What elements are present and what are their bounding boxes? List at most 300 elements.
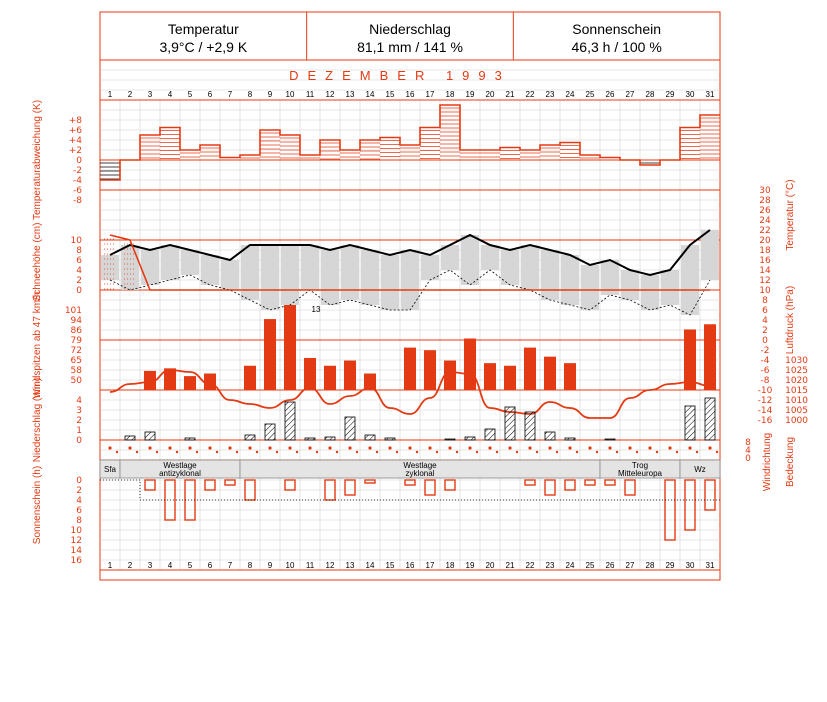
day-label-top: 22: [525, 90, 535, 99]
precipitation-bar: [445, 439, 455, 440]
wind-bar: [304, 358, 316, 390]
temperature-tick: 14: [759, 266, 771, 276]
snow-tick: 0: [76, 286, 82, 296]
temperature-range-bar: [581, 265, 599, 310]
header-value-1: 81,1 mm / 141 %: [357, 39, 463, 55]
temp-anomaly-bar: [680, 128, 700, 161]
cloud-tick: 4: [745, 446, 751, 456]
day-label-bottom: 9: [267, 561, 273, 570]
wind-bar: [404, 348, 416, 390]
temperature-range-bar: [541, 250, 559, 300]
precipitation-bar: [565, 438, 575, 440]
day-label-bottom: 21: [505, 561, 515, 570]
day-label-bottom: 18: [445, 561, 455, 570]
wind-direction-mark: [648, 446, 651, 449]
temperature-range-bar: [561, 255, 579, 305]
wind-direction-mark: [296, 451, 298, 453]
temperature-tick: 24: [759, 216, 771, 226]
wind-tick: 79: [70, 336, 82, 346]
wind-bar: [324, 366, 336, 390]
weather-type-label: Trog: [631, 461, 649, 470]
temp-anomaly-tick: -8: [73, 196, 82, 206]
summary-header: [100, 12, 720, 60]
pressure-tick: 1000: [785, 416, 808, 426]
day-label-top: 28: [645, 90, 655, 99]
temp-anomaly-tick: +4: [68, 136, 82, 146]
wind-tick: 50: [70, 376, 82, 386]
day-label-bottom: 2: [127, 561, 133, 570]
day-label-top: 14: [365, 90, 375, 99]
wind-bar: [424, 350, 436, 390]
wind-bar: [564, 363, 576, 390]
wind-direction-mark: [356, 451, 358, 453]
temperature-range-bar: [281, 245, 299, 305]
temperature-range-bar: [141, 250, 159, 285]
wind-direction-mark: [168, 446, 171, 449]
sunshine-tick: 14: [70, 546, 82, 556]
day-label-top: 4: [167, 90, 173, 99]
day-label-bottom: 28: [645, 561, 655, 570]
sunshine-bar: [425, 480, 435, 495]
day-label-top: 24: [565, 90, 575, 99]
temperature-range-bar: [161, 245, 179, 280]
sunshine-bar: [205, 480, 215, 490]
temperature-tick: 28: [759, 196, 771, 206]
day-label-bottom: 3: [147, 561, 153, 570]
day-label-bottom: 10: [285, 561, 295, 570]
wind-bar: [264, 319, 276, 390]
wind-bar: [344, 361, 356, 390]
day-label-top: 9: [267, 90, 273, 99]
day-label-bottom: 13: [345, 561, 355, 570]
wind-direction-mark: [288, 446, 291, 449]
temperature-range-bar: [301, 245, 319, 290]
temperature-range-bar: [501, 250, 519, 285]
sunshine-bar: [345, 480, 355, 495]
temperature-tick: 2: [762, 326, 768, 336]
day-label-bottom: 30: [685, 561, 695, 570]
temperature-range-bar: [241, 245, 259, 300]
sunshine-tick: 16: [70, 556, 82, 566]
day-label-top: 10: [285, 90, 295, 99]
wind-direction-mark: [268, 446, 271, 449]
day-label-top: 6: [207, 90, 213, 99]
wind-direction-mark: [676, 451, 678, 453]
day-label-top: 8: [247, 90, 253, 99]
header-value-2: 46,3 h / 100 %: [571, 39, 662, 55]
header-title-2: Sonnenschein: [572, 21, 662, 37]
wind-direction-mark: [716, 451, 718, 453]
temperature-range-bar: [321, 250, 339, 305]
temp-anomaly-bar: [140, 135, 160, 160]
day-label-bottom: 24: [565, 561, 575, 570]
wind-bar: [704, 324, 716, 390]
wind-bar: [684, 329, 696, 390]
wind-direction-mark: [376, 451, 378, 453]
wind-tick: 72: [70, 346, 82, 356]
temperature-tick: 16: [759, 256, 771, 266]
temp-anomaly-bar: [520, 150, 540, 160]
wind-direction-mark: [656, 451, 658, 453]
precipitation-bar: [245, 435, 255, 440]
temperature-range-bar: [181, 250, 199, 275]
wind-tick: 65: [70, 356, 82, 366]
sunshine-bar: [145, 480, 155, 490]
wind-direction-mark: [308, 446, 311, 449]
sunshine-tick: 4: [76, 496, 82, 506]
wind-peak-label: 13: [311, 305, 321, 314]
sunshine-bar: [285, 480, 295, 490]
temperature-range-bar: [641, 275, 659, 310]
wind-direction-mark: [436, 451, 438, 453]
precipitation-bar: [345, 417, 355, 440]
wind-direction-mark: [416, 451, 418, 453]
temp-anomaly-outline: [100, 105, 720, 180]
precipitation-bar: [325, 437, 335, 440]
day-label-bottom: 22: [525, 561, 535, 570]
weather-type-label: Westlage: [403, 461, 437, 470]
day-label-bottom: 31: [705, 561, 715, 570]
temp-anomaly-tick: +6: [68, 126, 82, 136]
day-label-bottom: 26: [605, 561, 615, 570]
cloud-cover-label: Bedeckung: [785, 436, 796, 488]
precipitation-bar: [265, 424, 275, 440]
wind-tick: 58: [70, 366, 82, 376]
wind-direction-mark: [256, 451, 258, 453]
precip-tick: 1: [76, 426, 82, 436]
temperature-range-bar: [261, 245, 279, 310]
wind-direction-label: Windrichtung: [762, 432, 773, 492]
wind-direction-mark: [556, 451, 558, 453]
sunshine-bar: [405, 480, 415, 485]
wind-bar: [444, 361, 456, 390]
temperature-tick: 20: [759, 236, 771, 246]
day-label-bottom: 20: [485, 561, 495, 570]
sunshine-tick: 2: [76, 486, 82, 496]
wind-direction-mark: [688, 446, 691, 449]
temperature-range-bar: [481, 245, 499, 270]
wind-direction-mark: [548, 446, 551, 449]
wind-direction-mark: [468, 446, 471, 449]
day-label-bottom: 12: [325, 561, 335, 570]
wind-direction-mark: [176, 451, 178, 453]
day-label-bottom: 25: [585, 561, 595, 570]
temp-anomaly-bar: [480, 150, 500, 160]
precipitation-bar: [125, 436, 135, 440]
sunshine-tick: 8: [76, 516, 82, 526]
header-title-0: Temperatur: [167, 21, 239, 37]
sunshine-bar: [685, 480, 695, 530]
pressure-tick: 1025: [785, 366, 808, 376]
temperature-range-bar: [361, 250, 379, 305]
temperature-series: [101, 230, 719, 315]
sunshine-bar: [625, 480, 635, 495]
pressure-axis-label: Luftdruck (hPa): [785, 285, 796, 355]
precipitation-bar: [485, 429, 495, 440]
day-label-top: 27: [625, 90, 635, 99]
temperature-tick: -2: [760, 346, 770, 356]
sunshine-bar: [585, 480, 595, 485]
day-label-top: 15: [385, 90, 395, 99]
wind-direction-mark: [596, 451, 598, 453]
temp-anomaly-tick: 0: [76, 156, 82, 166]
precipitation-bar: [145, 432, 155, 440]
wind-bar: [204, 374, 216, 390]
day-label-top: 20: [485, 90, 495, 99]
day-label-top: 1: [107, 90, 113, 99]
chart-grid: [100, 60, 720, 580]
wind-direction-mark: [336, 451, 338, 453]
wind-bar: [284, 305, 296, 390]
wind-direction-mark: [536, 451, 538, 453]
day-label-bottom: 11: [305, 561, 315, 570]
day-label-bottom: 14: [365, 561, 375, 570]
day-label-top: 5: [187, 90, 193, 99]
precipitation-bar: [705, 398, 715, 440]
day-label-bottom: 29: [665, 561, 675, 570]
temperature-range-bar: [621, 270, 639, 300]
wind-bar: [184, 376, 196, 390]
sunshine-bar: [705, 480, 715, 510]
day-label-top: 19: [465, 90, 475, 99]
weather-type-row: [100, 460, 720, 478]
wind-direction-mark: [696, 451, 698, 453]
day-label-top: 21: [505, 90, 515, 99]
day-label-top: 3: [147, 90, 153, 99]
temperature-tick: 6: [762, 306, 768, 316]
weather-type-sublabel: Mitteleuropa: [617, 469, 663, 478]
wind-direction-mark: [668, 446, 671, 449]
day-label-top: 29: [665, 90, 675, 99]
temperature-tick: 8: [762, 296, 768, 306]
day-label-bottom: 7: [227, 561, 233, 570]
temperature-tick: 10: [759, 286, 771, 296]
wind-direction-mark: [316, 451, 318, 453]
precipitation-bar: [385, 438, 395, 440]
temp-anomaly-series: [100, 105, 720, 180]
precip-tick: 2: [76, 416, 82, 426]
temperature-tick: 0: [762, 336, 768, 346]
temp-anomaly-bar: [200, 145, 220, 160]
wind-bar: [464, 339, 476, 390]
temperature-tick: -10: [757, 386, 773, 396]
temperature-tick: -12: [757, 396, 773, 406]
wind-direction-mark: [476, 451, 478, 453]
wind-direction-mark: [236, 451, 238, 453]
temperature-range-bar: [421, 255, 439, 280]
day-label-top: 2: [127, 90, 133, 99]
day-label-top: 26: [605, 90, 615, 99]
wind-bar: [244, 366, 256, 390]
cloud-tick: 0: [745, 454, 751, 464]
wind-direction-mark: [496, 451, 498, 453]
snow-tick: 8: [76, 246, 82, 256]
temperature-range-bar: [221, 260, 239, 290]
temperature-range-bar: [121, 245, 139, 290]
temp-anomaly-tick: +2: [68, 146, 82, 156]
sunshine-bar: [365, 480, 375, 483]
wind-direction-mark: [368, 446, 371, 449]
day-label-top: 30: [685, 90, 695, 99]
temperature-axis-label: Temperatur (°C): [785, 179, 796, 251]
wind-tick: 94: [70, 316, 82, 326]
day-label-bottom: 17: [425, 561, 435, 570]
wind-direction-mark: [588, 446, 591, 449]
wind-direction-mark: [516, 451, 518, 453]
temp-anomaly-bar: [400, 145, 420, 160]
temperature-tick: -8: [760, 376, 770, 386]
day-label-bottom: 4: [167, 561, 173, 570]
day-label-bottom: 8: [247, 561, 253, 570]
precipitation-bar: [185, 438, 195, 440]
wind-direction-mark: [116, 451, 118, 453]
temp-anomaly-tick: -2: [73, 166, 82, 176]
weather-type-sublabel: zyklonal: [405, 469, 435, 478]
wind-bar: [484, 363, 496, 390]
month-title: DEZEMBER 1993: [289, 68, 511, 83]
temperature-range-bar: [461, 235, 479, 285]
sunshine-bar: [525, 480, 535, 485]
precipitation-bar: [685, 406, 695, 440]
wind-direction-mark: [636, 451, 638, 453]
wind-direction-mark: [128, 446, 131, 449]
day-label-bottom: 23: [545, 561, 555, 570]
wind-direction-mark: [428, 446, 431, 449]
wind-direction-mark: [568, 446, 571, 449]
wind-direction-mark: [616, 451, 618, 453]
weather-type-label: Westlage: [163, 461, 197, 470]
day-label-bottom: 16: [405, 561, 415, 570]
temperature-tick: 26: [759, 206, 771, 216]
temp-anomaly-tick: -4: [73, 176, 82, 186]
wind-direction-mark: [348, 446, 351, 449]
wind-direction-mark: [488, 446, 491, 449]
wind-direction-mark: [528, 446, 531, 449]
snow-tick: 6: [76, 256, 82, 266]
temperature-tick: -6: [760, 366, 770, 376]
wind-direction-mark: [508, 446, 511, 449]
wind-direction-mark: [276, 451, 278, 453]
wind-bar: [544, 357, 556, 390]
temperature-tick: 4: [762, 316, 768, 326]
temperature-tick: 12: [759, 276, 771, 286]
precipitation-bar: [285, 402, 295, 440]
temp-anomaly-bar: [280, 135, 300, 160]
temperature-tick: 22: [759, 226, 771, 236]
sunshine-tick: 0: [76, 476, 82, 486]
wind-bar: [504, 366, 516, 390]
wind-bar: [524, 348, 536, 390]
temp-anomaly-tick: +8: [68, 116, 82, 126]
sunshine-bar: [605, 480, 615, 485]
snow-tick: 2: [76, 276, 82, 286]
sunshine-bar: [565, 480, 575, 490]
temperature-tick: -14: [757, 406, 773, 416]
wind-tick: 86: [70, 326, 82, 336]
weather-type-label: Sfa: [103, 465, 117, 474]
day-label-top: 13: [345, 90, 355, 99]
temperature-tick: 18: [759, 246, 771, 256]
temperature-tick: -4: [760, 356, 770, 366]
day-label-bottom: 27: [625, 561, 635, 570]
temp-anomaly-bar: [540, 145, 560, 160]
precip-axis-label: Niederschlag (mm): [32, 377, 43, 463]
snow-tick: 10: [70, 236, 82, 246]
wind-direction-mark: [156, 451, 158, 453]
precip-tick: 0: [76, 436, 82, 446]
temperature-tick: 30: [759, 186, 771, 196]
day-label-bottom: 1: [107, 561, 113, 570]
precipitation-bar: [305, 438, 315, 440]
temperature-tick: -16: [757, 416, 773, 426]
sunshine-bar: [545, 480, 555, 495]
precip-tick: 3: [76, 406, 82, 416]
header-title-1: Niederschlag: [369, 21, 451, 37]
wind-direction-mark: [208, 446, 211, 449]
wind-direction-mark: [248, 446, 251, 449]
precipitation-bar: [465, 437, 475, 440]
wind-direction-mark: [108, 446, 111, 449]
sunshine-tick: 6: [76, 506, 82, 516]
wind-tick: 101: [64, 306, 82, 316]
day-label-bottom: 5: [187, 561, 193, 570]
pressure-tick: 1030: [785, 356, 808, 366]
day-label-top: 16: [405, 90, 415, 99]
day-label-top: 25: [585, 90, 595, 99]
temp-anomaly-bar: [340, 150, 360, 160]
sunshine-axis-label: Sonnenschein (h): [32, 465, 43, 545]
wind-axis-label: Windspitzen ab 47 km/h: [32, 291, 43, 399]
precipitation-bar: [605, 439, 615, 440]
wind-direction-mark: [628, 446, 631, 449]
precip-tick: 4: [76, 396, 82, 406]
wind-direction-mark: [188, 446, 191, 449]
snow-axis-label: Schneehöhe (cm): [32, 222, 43, 302]
day-label-bottom: 6: [207, 561, 213, 570]
day-label-top: 18: [445, 90, 455, 99]
wind-direction-mark: [148, 446, 151, 449]
wind-direction-mark: [396, 451, 398, 453]
wind-direction-mark: [448, 446, 451, 449]
sunshine-tick: 10: [70, 526, 82, 536]
temperature-range-bar: [701, 230, 719, 280]
temp-anomaly-bar: [420, 128, 440, 161]
wind-direction-mark: [408, 446, 411, 449]
sunshine-tick: 12: [70, 536, 82, 546]
cloud-tick: 8: [745, 438, 751, 448]
precipitation-bar: [365, 435, 375, 440]
temperature-range-bar: [201, 255, 219, 285]
day-label-top: 11: [305, 90, 315, 99]
day-label-top: 23: [545, 90, 555, 99]
temperature-range-bar: [341, 245, 359, 300]
temp-anomaly-axis-label: Temperaturabweichung (K): [32, 99, 43, 221]
pressure-tick: 1020: [785, 376, 808, 386]
weather-type-sublabel: antizyklonal: [159, 469, 201, 478]
precipitation-bar: [505, 407, 515, 440]
pressure-tick: 1005: [785, 406, 808, 416]
temperature-range-bar: [381, 255, 399, 310]
pressure-tick: 1010: [785, 396, 808, 406]
day-label-top: 17: [425, 90, 435, 99]
day-label-top: 7: [227, 90, 233, 99]
day-label-top: 12: [325, 90, 335, 99]
sunshine-bar: [225, 480, 235, 485]
precipitation-bar: [525, 412, 535, 440]
wind-direction-mark: [216, 451, 218, 453]
wind-direction-mark: [196, 451, 198, 453]
day-label-top: 31: [705, 90, 715, 99]
